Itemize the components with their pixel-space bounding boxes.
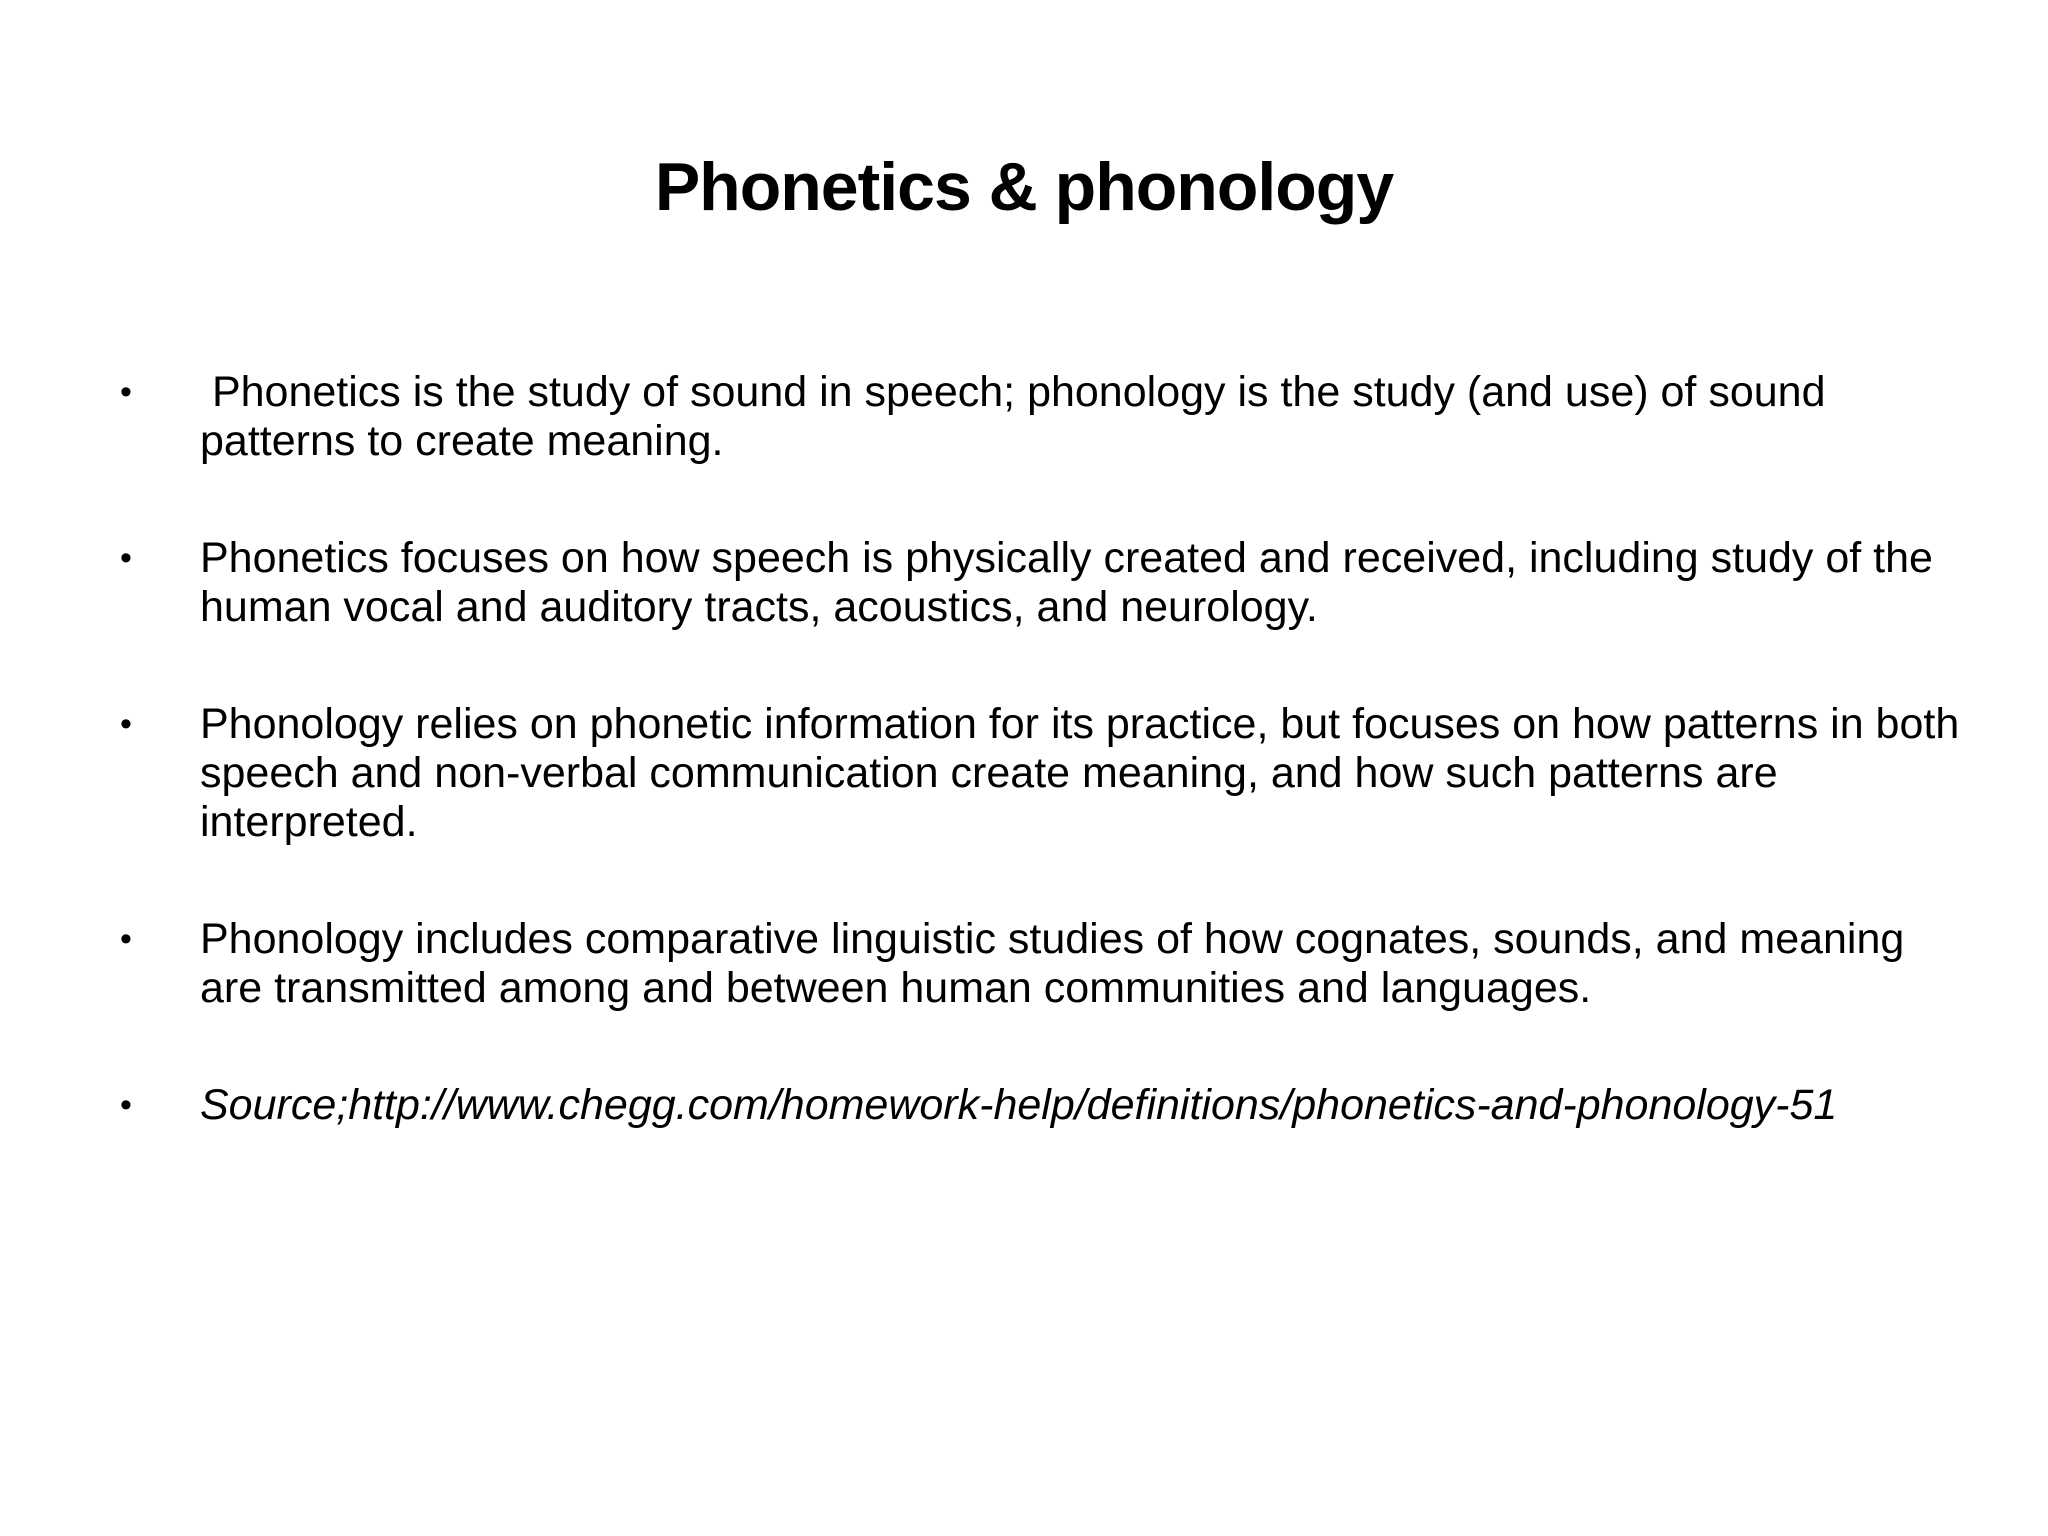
bullet-icon: •: [120, 1086, 132, 1124]
bullet-item: [120, 915, 1960, 1013]
bullet-icon: •: [120, 373, 132, 411]
bullet-item: [120, 700, 1960, 847]
bullet-text: Phonetics focuses on how speech is physically created and received, including study of the human vocal and auditory tracts, acoustics, and neurology.: [200, 534, 1933, 631]
source-citation: Source;http://www.chegg.com/homework-help/definitions/phonetics-and-phonology-51: [200, 1081, 1838, 1129]
bullet-icon: •: [120, 539, 132, 577]
bullet-text: Phonology relies on phonetic information for its practice, but focuses on how patterns in both speech and non-verbal communication create meaning, and how such patterns are interpreted.: [200, 700, 1960, 846]
bullet-icon: •: [120, 705, 132, 743]
bullet-text: Phonetics is the study of sound in speech; phonology is the study (and use) of sound patterns to create meaning.: [200, 368, 1838, 465]
bullet-item: [120, 368, 1960, 466]
bullet-list: [120, 368, 1960, 1198]
slide-title: Phonetics & phonology: [654, 149, 1394, 225]
bullet-item-source: [120, 1081, 1960, 1130]
bullet-icon: •: [120, 920, 132, 958]
bullet-item: [120, 534, 1960, 632]
bullet-text: Phonology includes comparative linguistic studies of how cognates, sounds, and meaning are transmitted among and between human communities and languages.: [200, 915, 1905, 1012]
